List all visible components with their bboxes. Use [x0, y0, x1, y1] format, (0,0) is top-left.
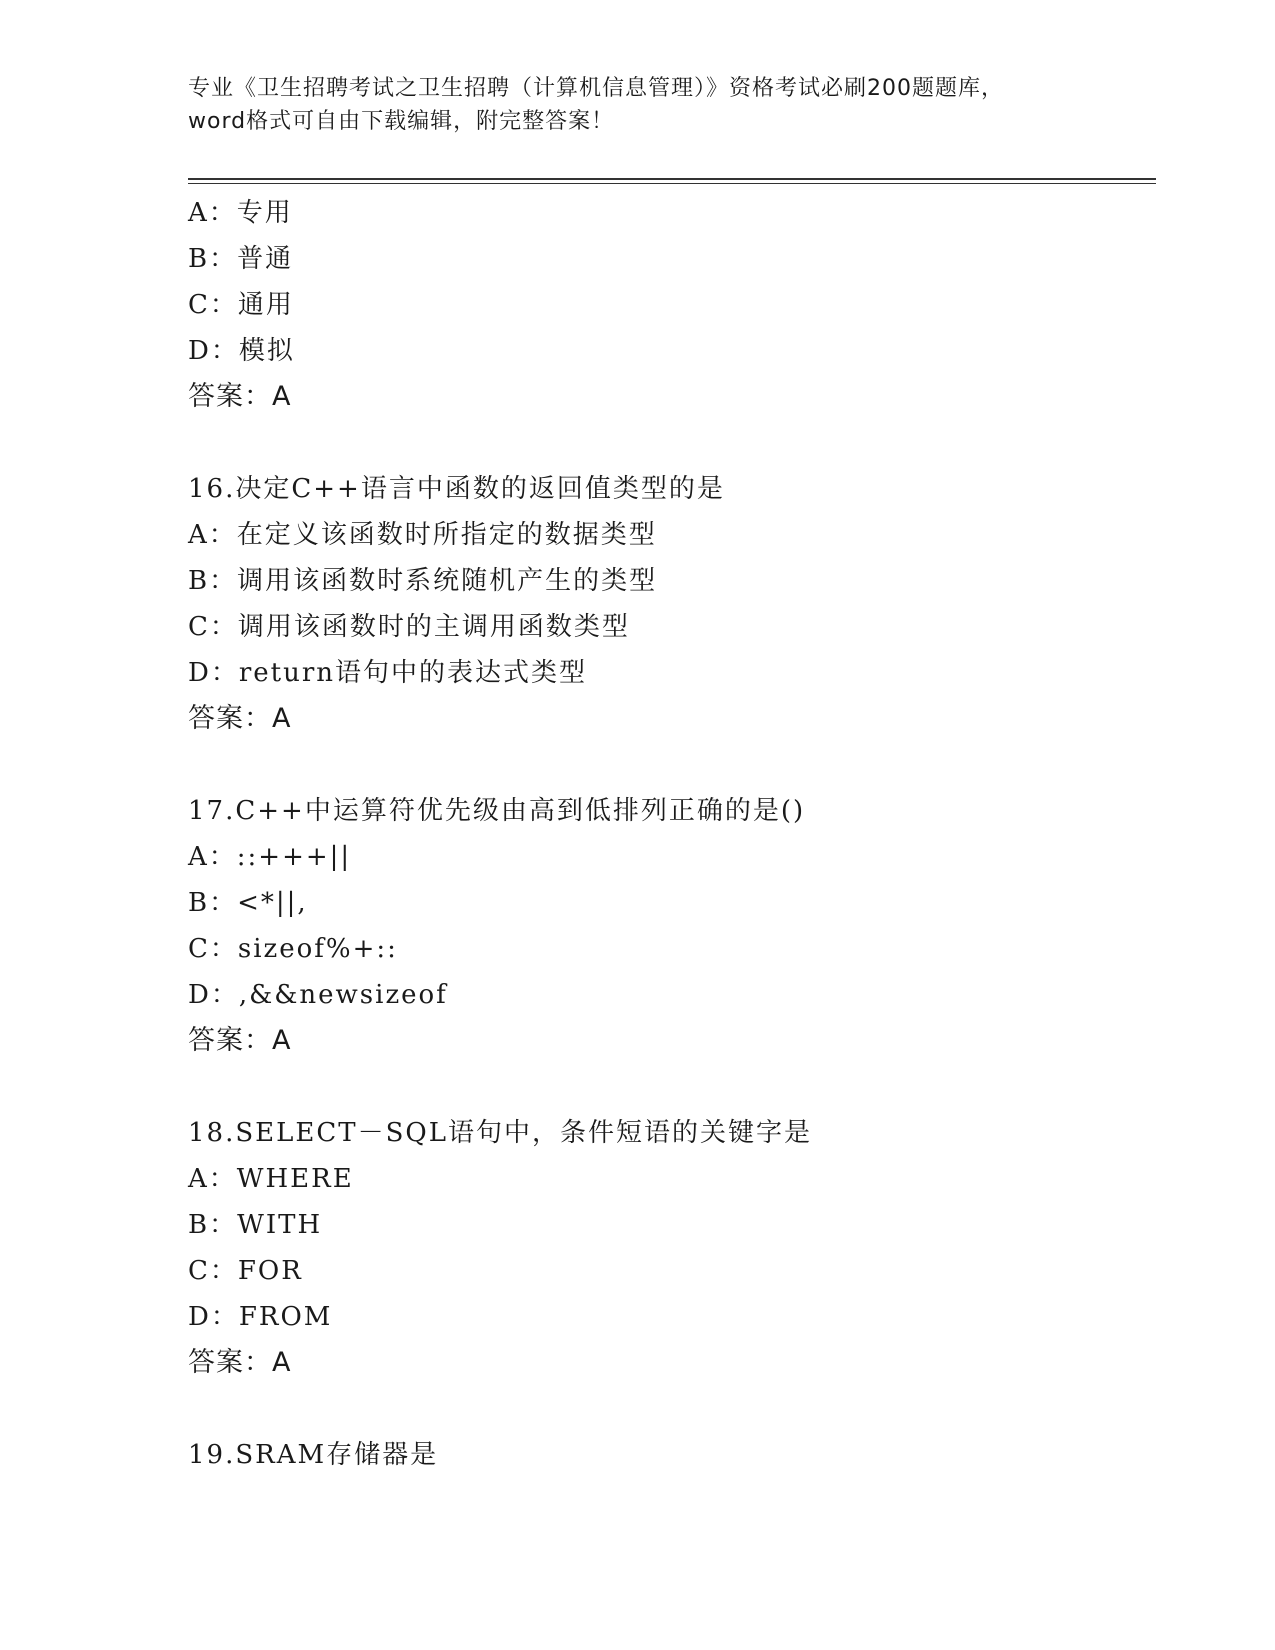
- header-divider-thick: [188, 178, 1156, 180]
- header-divider-thin: [188, 183, 1156, 184]
- option-c: C：sizeof%+::: [188, 934, 398, 964]
- option-a: A：::+++||: [188, 842, 352, 872]
- question-block-15: [188, 190, 1148, 420]
- option-d: D：模拟: [188, 336, 295, 366]
- question-block-16: [188, 466, 1148, 742]
- option-c: C：FOR: [188, 1256, 303, 1286]
- answer-line: 答案：A: [188, 381, 292, 412]
- option-b: B：调用该函数时系统随机产生的类型: [188, 566, 658, 596]
- document-header: [188, 72, 1088, 138]
- option-d: D：,&&newsizeof: [188, 980, 448, 1010]
- question-text: 16.决定C++语言中函数的返回值类型的是: [188, 474, 725, 504]
- option-c: C：调用该函数时的主调用函数类型: [188, 612, 630, 642]
- answer-line: 答案：A: [188, 703, 292, 734]
- option-b: B：<*||,: [188, 888, 308, 918]
- answer-line: 答案：A: [188, 1025, 292, 1056]
- question-block-17: [188, 788, 1148, 1064]
- question-list: [188, 190, 1148, 1478]
- header-line-1: 专业《卫生招聘考试之卫生招聘（计算机信息管理）》资格考试必刷200题题库，: [188, 76, 1004, 101]
- option-c: C：通用: [188, 290, 294, 320]
- option-b: B：WITH: [188, 1210, 323, 1240]
- option-d: D：return语句中的表达式类型: [188, 658, 588, 688]
- option-a: A：WHERE: [188, 1164, 354, 1194]
- question-block-19: [188, 1432, 1148, 1478]
- option-a: A：在定义该函数时所指定的数据类型: [188, 520, 657, 550]
- option-d: D：FROM: [188, 1302, 333, 1332]
- question-text: 19.SRAM存储器是: [188, 1440, 439, 1470]
- option-a: A：专用: [188, 198, 293, 228]
- header-line-2: word格式可自由下载编辑，附完整答案！: [188, 109, 615, 134]
- question-block-18: [188, 1110, 1148, 1386]
- answer-line: 答案：A: [188, 1347, 292, 1378]
- question-text: 18.SELECT－SQL语句中，条件短语的关键字是: [188, 1118, 813, 1148]
- option-b: B：普通: [188, 244, 294, 274]
- question-text: 17.C++中运算符优先级由高到低排列正确的是(): [188, 796, 806, 826]
